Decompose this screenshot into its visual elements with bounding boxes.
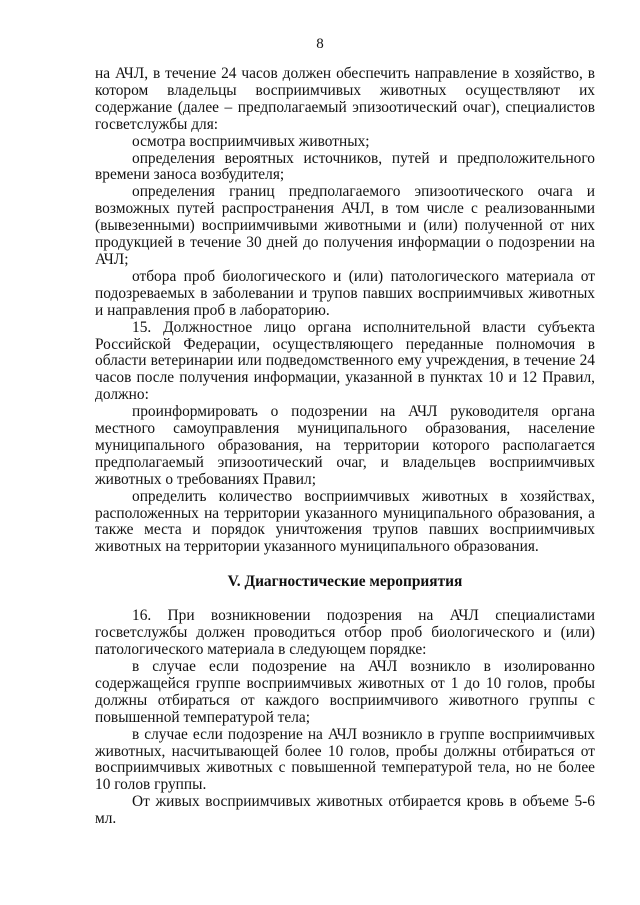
paragraph-15: 15. Должностное лицо органа исполнительной власти субъекта Российской Федерации, осуществляющего переданные полномочия в области ветеринарии или подведомственного ему учреждения, в течение 24 часов после получения информации, указанной в пунктах 10 и 12 Правил, должно:	[95, 318, 595, 404]
list-item-count: определить количество восприимчивых животных в хозяйствах, расположенных на территории указанного муниципального образования, а также места и порядок уничтожения трупов павших восприимчивых животных на территории указанного муниципального образования.	[95, 487, 595, 556]
paragraph-continuation: на АЧЛ, в течение 24 часов должен обеспечить направление в хозяйство, в котором владельцы восприимчивых животных осуществляют их содержание (далее – предполагаемый эпизоотический очаг), специалистов госветслужбы для:	[95, 65, 595, 133]
paragraph-blood-sample: От живых восприимчивых животных отбирается кровь в объеме 5-6 мл.	[95, 793, 595, 828]
section-heading: V. Диагностические мероприятия	[227, 573, 463, 591]
page-number: 8	[316, 36, 324, 52]
document-body	[95, 66, 595, 828]
list-item-large-group: в случае если подозрение на АЧЛ возникло в группе восприимчивых животных, насчитывающей более 10 голов, пробы должны отбираться от восприимчивых животных с повышенной температурой тела, но не более 10 голов группы.	[95, 725, 595, 794]
list-item-inspection: осмотра восприимчивых животных;	[132, 132, 370, 150]
list-item-inform: проинформировать о подозрении на АЧЛ руководителя органа местного самоуправления муниципального образования, население муниципального образования, на территории которого располагается предполагаемый эпизоотический очаг, и владельцев восприимчивых животных о требованиях Правил;	[95, 403, 595, 488]
paragraph-16: 16. При возникновении подозрения на АЧЛ специалистами госветслужбы должен проводиться отбор проб биологического и (или) патологического материала в следующем порядке:	[95, 607, 595, 659]
list-item-sampling: отбора проб биологического и (или) патологического материала от подозреваемых в заболевании и трупов павших восприимчивых животных и направления проб в лабораторию.	[95, 267, 595, 319]
list-item-sources: определения вероятных источников, путей и предположительного времени заноса возбудителя;	[95, 149, 595, 184]
list-item-small-group: в случае если подозрение на АЧЛ возникло в изолированно содержащейся группе восприимчивых животных от 1 до 10 голов, пробы должны отбираться от каждого восприимчивого животного группы с повышенной температурой тела;	[95, 658, 595, 726]
list-item-boundaries: определения границ предполагаемого эпизоотического очага и возможных путей распространения АЧЛ, в том числе с реализованными (вывезенными) восприимчивыми животными и (или) полученной от них продукцией в течение 30 дней до получения информации о подозрении на АЧЛ;	[95, 183, 595, 268]
